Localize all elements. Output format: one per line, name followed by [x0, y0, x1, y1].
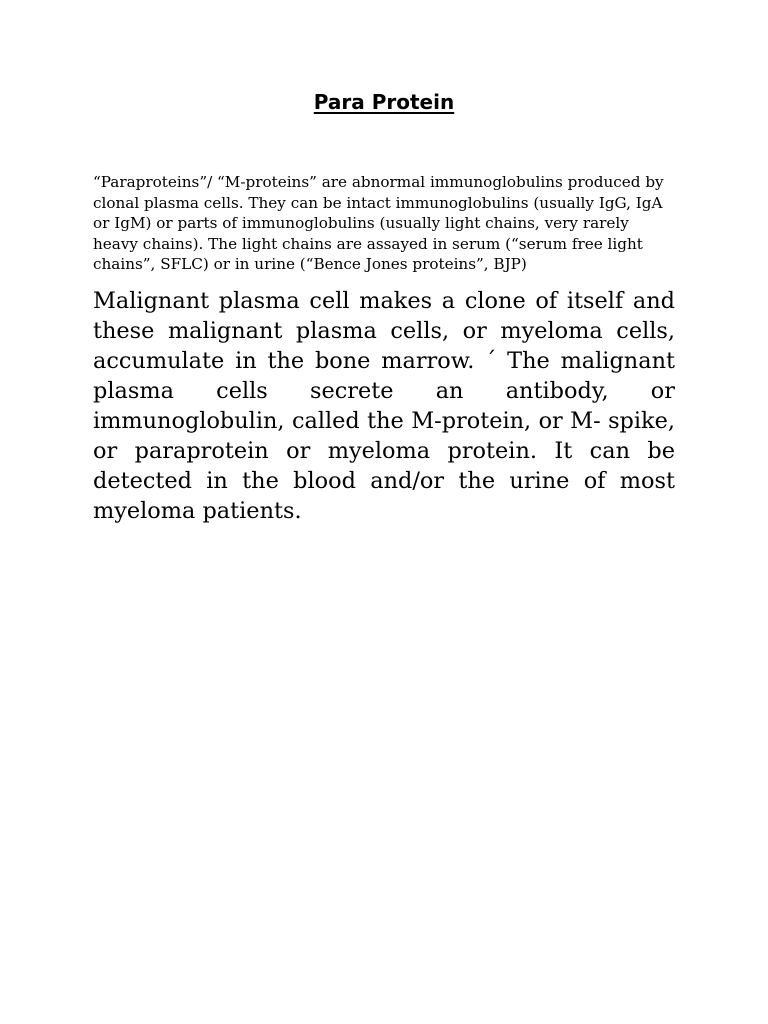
- page-title: Para Protein: [313, 90, 455, 114]
- main-paragraph: Malignant plasma cell makes a clone of itself and these malignant plasma cells, or myeloma cells, accumulate in the bone marrow. ´ The malignant plasma cells secrete an antibody, or immunoglobulin, called the M-protein, or M- spike, or paraprotein or myeloma protein. It can be detected in the blood and/or the urine of most myeloma patients.: [93, 288, 675, 524]
- intro-paragraph: “Paraproteins”/ “M-proteins” are abnormal immunoglobulins produced by clonal plasma cells. They can be intact immunoglobulins (usually IgG, IgA or IgM) or parts of immunoglobulins (usually light chains, very rarely heavy chains). The light chains are assayed in serum (“serum free light chains”, SFLC) or in urine (“Bence Jones proteins”, BJP): [93, 173, 664, 273]
